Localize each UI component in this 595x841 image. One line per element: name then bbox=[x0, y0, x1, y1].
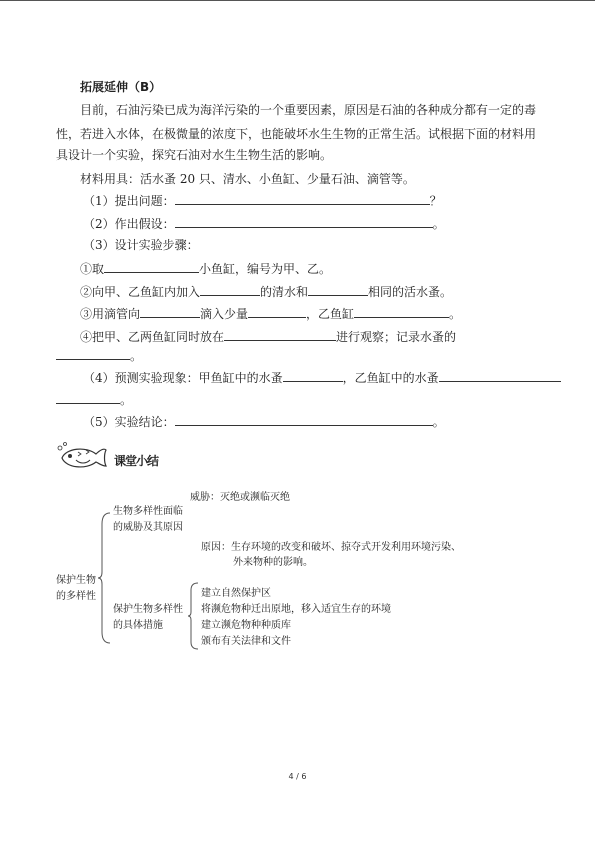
blank-step-4-a[interactable] bbox=[224, 329, 336, 341]
cause-line-2: 外来物种的影响。 bbox=[233, 557, 313, 568]
blank-conclusion[interactable] bbox=[175, 414, 433, 426]
question-1 bbox=[83, 193, 442, 208]
step-2-b: 的清水和 bbox=[260, 285, 309, 299]
branch-2-line-2: 的具体措施 bbox=[113, 620, 163, 631]
blank-step-2-a[interactable] bbox=[200, 284, 260, 296]
step-4-cont bbox=[56, 348, 142, 363]
question-4 bbox=[83, 370, 561, 385]
materials-line: 材料用具：活水蚤 20 只、清水、小鱼缸、少量石油、滴管等。 bbox=[80, 172, 415, 186]
branch-2-line-1: 保护生物多样性 bbox=[113, 604, 183, 615]
threat-text: 威胁：灭绝或濒临灭绝 bbox=[190, 492, 290, 503]
question-4-a: （4）预测实验现象：甲鱼缸中的水蚤 bbox=[83, 371, 283, 385]
question-2-end: 。 bbox=[432, 217, 445, 231]
blank-question-1[interactable] bbox=[175, 193, 430, 205]
measure-4: 颁布有关法律和文件 bbox=[201, 636, 291, 647]
question-4-cont bbox=[56, 392, 132, 407]
question-5-end: 。 bbox=[432, 415, 445, 429]
blank-step-4-b[interactable] bbox=[56, 348, 130, 360]
question-4-end: 。 bbox=[120, 393, 133, 407]
question-1-label: （1）提出问题： bbox=[83, 194, 175, 208]
step-1-a: ①取 bbox=[80, 262, 105, 276]
measure-3: 建立濒危物种种质库 bbox=[201, 620, 291, 631]
intro-line-3: 具设计一个实验，探究石油对水生生物生活的影响。 bbox=[56, 148, 333, 162]
step-4 bbox=[80, 329, 456, 344]
step-3 bbox=[80, 306, 461, 321]
step-2-a: ②向甲、乙鱼缸内加入 bbox=[80, 285, 201, 299]
step-3-d: 。 bbox=[449, 307, 462, 321]
main-brace bbox=[98, 512, 112, 644]
step-4-a: ④把甲、乙两鱼缸同时放在 bbox=[80, 330, 225, 344]
intro-line-2: 性，若进入水体，在极微量的浓度下，也能破坏水生生物的正常生活。试根据下面的材料用 bbox=[56, 127, 537, 141]
blank-step-1[interactable] bbox=[104, 261, 199, 273]
step-3-b: 滴入少量 bbox=[200, 307, 249, 321]
blank-step-3-c[interactable] bbox=[354, 306, 449, 318]
question-5-label: （5）实验结论： bbox=[83, 415, 175, 429]
blank-question-4-c[interactable] bbox=[56, 392, 120, 404]
step-4-b: 进行观察；记录水蚤的 bbox=[336, 330, 457, 344]
branch-1-line-1: 生物多样性面临 bbox=[113, 506, 183, 517]
blank-hypothesis[interactable] bbox=[175, 216, 433, 228]
header-rule bbox=[0, 0, 595, 1]
question-4-b: ，乙鱼缸中的水蚤 bbox=[342, 371, 439, 385]
question-5 bbox=[83, 414, 445, 429]
measure-1: 建立自然保护区 bbox=[201, 588, 271, 599]
step-2-c: 相同的活水蚤。 bbox=[368, 285, 453, 299]
branch-1-line-2: 的威胁及其原因 bbox=[113, 522, 183, 533]
step-3-a: ③用滴管向 bbox=[80, 307, 141, 321]
summary-banner-label: 课堂小结 bbox=[114, 454, 159, 468]
step-3-c: ，乙鱼缸 bbox=[306, 307, 355, 321]
blank-step-2-b[interactable] bbox=[308, 284, 368, 296]
question-1-end: ？ bbox=[429, 194, 442, 208]
root-line-1: 保护生物 bbox=[56, 575, 96, 586]
blank-question-4-a[interactable] bbox=[283, 370, 343, 382]
blank-question-4-b[interactable] bbox=[439, 370, 561, 382]
question-2 bbox=[83, 216, 445, 231]
cause-line-1: 原因：生存环境的改变和破坏、掠夺式开发利用环境污染、 bbox=[201, 542, 461, 553]
step-4-end: 。 bbox=[130, 349, 143, 363]
step-2 bbox=[80, 284, 452, 299]
measure-2: 将濒危物种迁出原地，移入适宜生存的环境 bbox=[201, 604, 391, 615]
step-1-b: 小鱼缸，编号为甲、乙。 bbox=[199, 262, 332, 276]
summary-banner bbox=[56, 440, 166, 476]
section-title: 拓展延伸（B） bbox=[80, 80, 162, 94]
blank-step-3-a[interactable] bbox=[140, 306, 200, 318]
page-number: 4 / 6 bbox=[288, 772, 307, 781]
measures-brace bbox=[188, 582, 200, 650]
root-line-2: 的多样性 bbox=[56, 591, 96, 602]
intro-line-1: 目前，石油污染已成为海洋污染的一个重要因素，原因是石油的各种成分都有一定的毒 bbox=[80, 103, 537, 117]
question-2-label: （2）作出假设： bbox=[83, 217, 175, 231]
blank-step-3-b[interactable] bbox=[248, 306, 306, 318]
question-3: （3）设计实验步骤： bbox=[83, 238, 199, 252]
step-1 bbox=[80, 261, 331, 276]
